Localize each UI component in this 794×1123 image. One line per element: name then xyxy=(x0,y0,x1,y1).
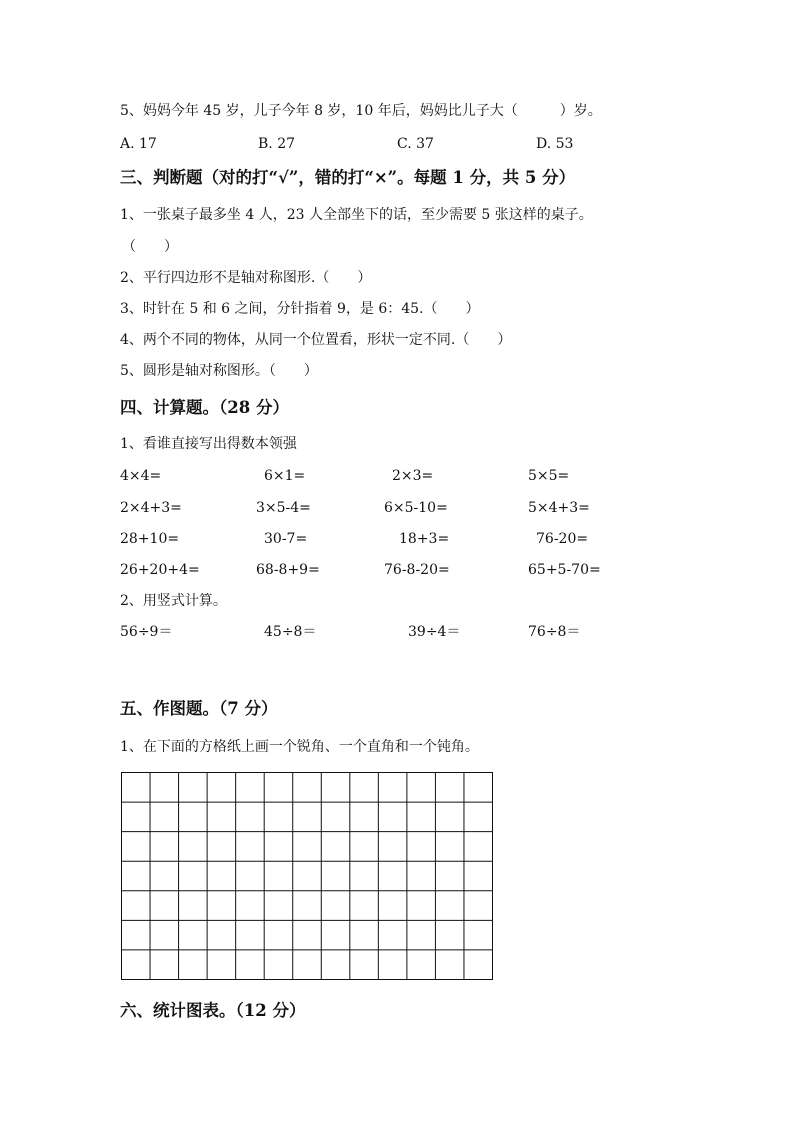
option-b: B. 27 xyxy=(258,136,296,152)
section-4-heading: 四、计算题。（28 分） xyxy=(120,398,289,417)
calc-cell: 5×5= xyxy=(528,468,570,484)
calc-cell: 65+5-70= xyxy=(528,562,601,578)
vertical-calc-cell: 39÷4＝ xyxy=(408,624,461,640)
calc-cell: 26+20+4= xyxy=(120,562,200,578)
calc-cell: 30-7= xyxy=(264,531,308,547)
option-c: C. 37 xyxy=(397,136,434,152)
option-d: D. 53 xyxy=(536,136,574,152)
judge-item-2: 2、平行四边形不是轴对称图形.（ ） xyxy=(120,270,372,286)
judge-item-5: 5、圆形是轴对称图形。（ ） xyxy=(120,363,318,379)
calc-cell: 6×5-10= xyxy=(384,500,448,516)
calc-cell: 68-8+9= xyxy=(256,562,320,578)
section-5-heading: 五、作图题。（7 分） xyxy=(120,699,278,718)
calc-cell: 3×5-4= xyxy=(256,500,311,516)
vertical-calc-cell: 45÷8＝ xyxy=(264,624,317,640)
section-3-heading: 三、判断题（对的打“√”，错的打“×”。每题 1 分，共 5 分） xyxy=(120,168,576,187)
judge-item-4: 4、两个不同的物体，从同一个位置看，形状一定不同.（ ） xyxy=(120,332,512,348)
calc-cell: 5×4+3= xyxy=(528,500,590,516)
vertical-calc-cell: 76÷8＝ xyxy=(528,624,581,640)
draw-sub-1: 1、在下面的方格纸上画一个锐角、一个直角和一个钝角。 xyxy=(120,739,479,755)
calc-cell: 28+10= xyxy=(120,531,180,547)
square-grid-paper[interactable] xyxy=(121,772,493,980)
calc-cell: 4×4= xyxy=(120,468,162,484)
calc-cell: 2×3= xyxy=(392,468,434,484)
judge-item-1: 1、一张桌子最多坐 4 人，23 人全部坐下的话，至少需要 5 张这样的桌子。 xyxy=(120,207,593,223)
question-5-text: 5、妈妈今年 45 岁，儿子今年 8 岁，10 年后，妈妈比儿子大（ ）岁。 xyxy=(120,103,602,119)
calc-cell: 6×1= xyxy=(264,468,306,484)
calc-cell: 18+3= xyxy=(399,531,450,547)
calc-cell: 2×4+3= xyxy=(120,500,182,516)
vertical-calc-cell: 56÷9＝ xyxy=(120,624,173,640)
section-6-heading: 六、统计图表。（12 分） xyxy=(120,1001,306,1020)
calc-cell: 76-20= xyxy=(536,531,589,547)
option-a: A. 17 xyxy=(120,136,157,152)
calc-cell: 76-8-20= xyxy=(384,562,450,578)
judge-item-1-blank: （ ） xyxy=(122,239,178,255)
calc-sub-2: 2、用竖式计算。 xyxy=(120,593,227,609)
calc-sub-1: 1、看谁直接写出得数本领强 xyxy=(120,436,297,452)
grid-lines xyxy=(121,772,493,980)
judge-item-3: 3、时针在 5 和 6 之间，分针指着 9，是 6：45.（ ） xyxy=(120,301,480,317)
